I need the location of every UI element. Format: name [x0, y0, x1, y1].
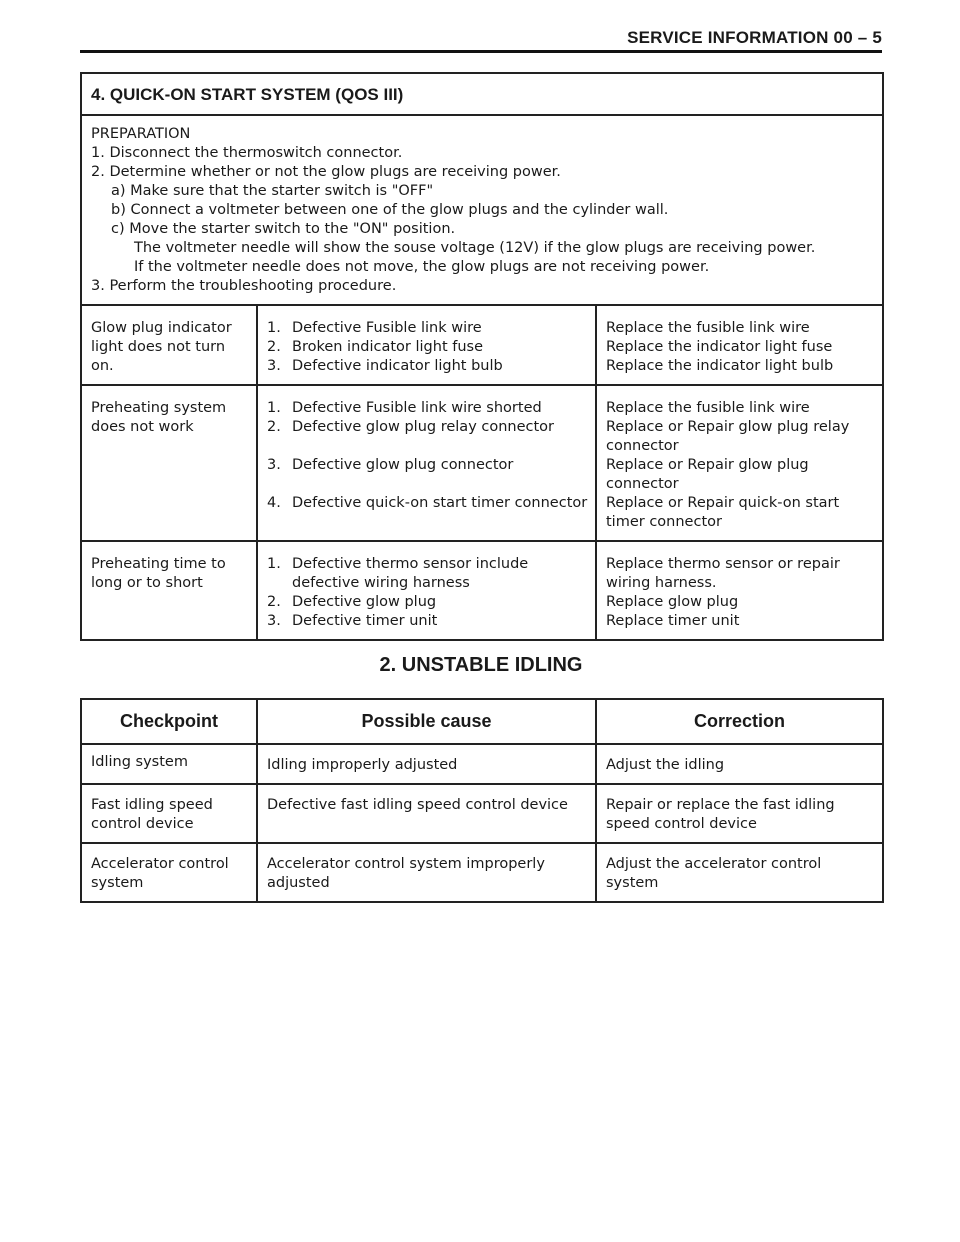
correction-cell: Repair or replace the fast idling speed control device: [596, 784, 883, 843]
list-item: 3. Defective indicator light bulb: [267, 358, 503, 374]
symptom-cell: Preheating time to long or to short: [81, 541, 257, 640]
correction-item: Replace the fusible link wire: [606, 320, 810, 336]
list-item: 2. Defective glow plug relay connector: [267, 419, 555, 435]
correction-item: Replace or Repair glow plug connector: [606, 457, 809, 492]
page-header-title: SERVICE INFORMATION 00 – 5: [627, 28, 882, 47]
list-item: 2. Defective glow plug: [267, 594, 437, 610]
preparation-substep: a) Make sure that the starter switch is "OFF": [111, 183, 434, 199]
symptom-cell: Glow plug indicator light does not turn on.: [81, 305, 257, 385]
preparation-step: 3. Perform the troubleshooting procedure.: [91, 278, 397, 294]
checkpoint-cell: Fast idling speed control device: [81, 784, 257, 843]
checkpoint-cell: Idling system: [81, 744, 257, 784]
table-row: [81, 385, 883, 541]
unstable-idling-table: [80, 698, 884, 903]
cause-cell: [257, 305, 596, 385]
list-item: 3. Defective timer unit: [267, 613, 438, 629]
symptom-cell: Preheating system does not work: [81, 385, 257, 541]
preparation-substep: b) Connect a voltmeter between one of the glow plugs and the cylinder wall.: [111, 202, 669, 218]
correction-cell: [596, 305, 883, 385]
correction-item: Replace or Repair glow plug relay connector: [606, 419, 850, 454]
list-item: 4. Defective quick-on start timer connector: [267, 495, 588, 511]
preparation-substep: c) Move the starter switch to the "ON" position.: [111, 221, 456, 237]
unstable-idling-title: 2. UNSTABLE IDLING: [379, 654, 583, 676]
cause-cell: [257, 541, 596, 640]
page-header: [80, 24, 882, 53]
preparation-step: 1. Disconnect the thermoswitch connector.: [91, 145, 403, 161]
correction-cell: [596, 385, 883, 541]
list-item: 3. Defective glow plug connector: [267, 457, 514, 473]
table-row: [81, 843, 883, 902]
preparation-block: [81, 115, 883, 305]
table-row: [81, 541, 883, 640]
cause-cell: [257, 385, 596, 541]
correction-cell: Adjust the accelerator control system: [596, 843, 883, 902]
correction-item: Replace or Repair quick-on start timer connector: [606, 495, 840, 530]
list-item: 2. Broken indicator light fuse: [267, 339, 484, 355]
correction-item: Replace the indicator light bulb: [606, 358, 834, 374]
table-row: [81, 305, 883, 385]
preparation-step: 2. Determine whether or not the glow plugs are receiving power.: [91, 164, 561, 180]
qos-title-row: [81, 73, 883, 115]
correction-item: Replace glow plug: [606, 594, 739, 610]
list-item: 1. Defective Fusible link wire: [267, 320, 482, 336]
correction-item: Replace the fusible link wire: [606, 400, 810, 416]
list-item: 1. Defective Fusible link wire shorted: [267, 400, 542, 416]
qos-section-title: 4. QUICK-ON START SYSTEM (QOS III): [81, 73, 883, 115]
preparation-heading: PREPARATION: [91, 126, 191, 142]
qos-troubleshooting-table: [80, 72, 884, 641]
preparation-note: If the voltmeter needle does not move, the glow plugs are not receiving power.: [134, 259, 710, 275]
correction-item: Replace thermo sensor or repair wiring harness.: [606, 556, 840, 591]
cause-cell: Idling improperly adjusted: [257, 744, 596, 784]
preparation-row: [81, 115, 883, 305]
cause-cell: Accelerator control system improperly adjusted: [257, 843, 596, 902]
column-header-possible-cause: Possible cause: [257, 699, 596, 744]
table-header-row: [81, 699, 883, 744]
cause-cell: Defective fast idling speed control device: [257, 784, 596, 843]
correction-cell: Adjust the idling: [596, 744, 883, 784]
column-header-correction: Correction: [596, 699, 883, 744]
correction-cell: [596, 541, 883, 640]
table-row: [81, 744, 883, 784]
correction-item: Replace timer unit: [606, 613, 740, 629]
list-item: 1. Defective thermo sensor include defective wiring harness: [267, 556, 529, 591]
checkpoint-cell: Accelerator control system: [81, 843, 257, 902]
table-row: [81, 784, 883, 843]
column-header-checkpoint: Checkpoint: [81, 699, 257, 744]
preparation-note: The voltmeter needle will show the souse voltage (12V) if the glow plugs are receiving power.: [134, 240, 816, 256]
correction-item: Replace the indicator light fuse: [606, 339, 833, 355]
